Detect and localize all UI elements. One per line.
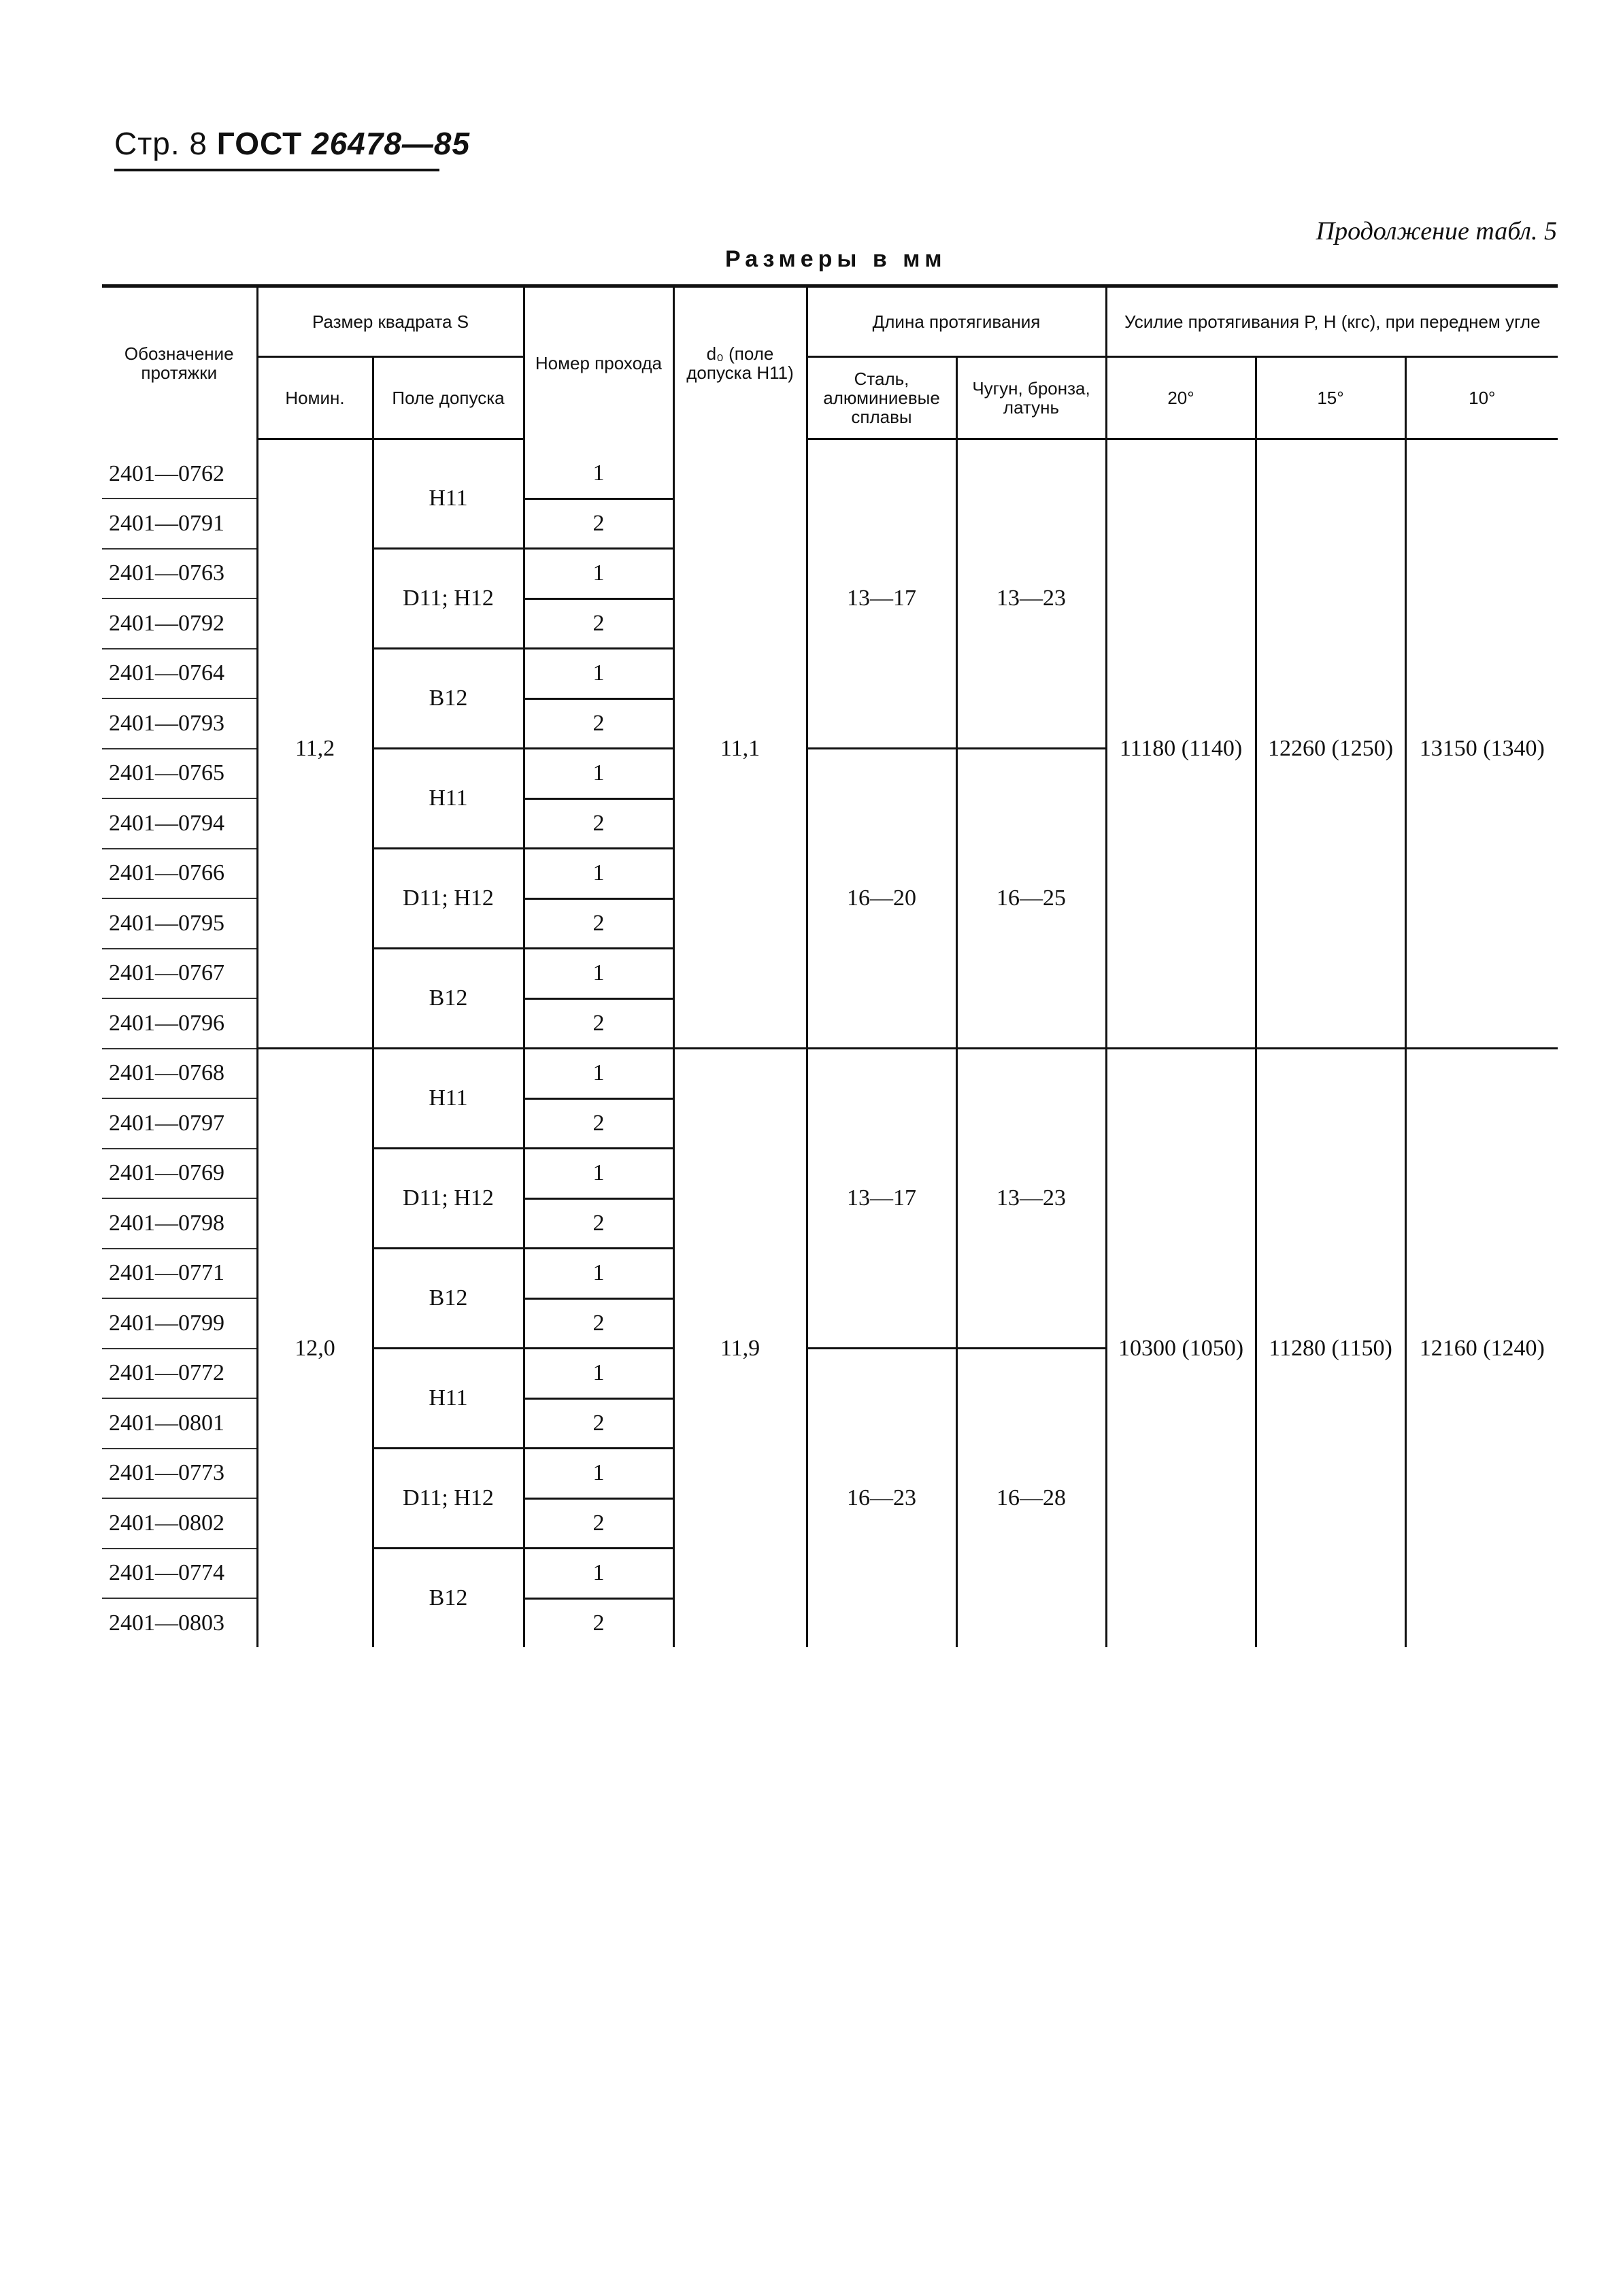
broach-code: 2401—0764: [102, 649, 257, 699]
header-d0: d₀ (поле допуска H11): [673, 286, 807, 439]
header-broach-length: Длина протягивания: [807, 286, 1106, 357]
pass-number: 1: [524, 1449, 673, 1499]
d0-value: 11,9: [673, 1049, 807, 1648]
broach-code: 2401—0773: [102, 1449, 257, 1499]
header-angle-10: 10°: [1405, 357, 1558, 439]
pass-number: 2: [524, 499, 673, 549]
broach-code: 2401—0762: [102, 450, 257, 499]
broach-code: 2401—0774: [102, 1549, 257, 1599]
force-15: 11280 (1150): [1256, 1049, 1405, 1648]
pass-number: 1: [524, 1349, 673, 1399]
broach-code: 2401—0792: [102, 598, 257, 649]
pass-number: 1: [524, 1549, 673, 1599]
broach-code: 2401—0802: [102, 1498, 257, 1549]
pass-number: 2: [524, 1498, 673, 1549]
pass-number: 2: [524, 998, 673, 1049]
broach-code: 2401—0771: [102, 1249, 257, 1299]
length-steel: 13—17: [807, 1049, 956, 1349]
tolerance-field: H11: [373, 1049, 524, 1149]
tolerance-field: H11: [373, 749, 524, 849]
header-steel: Сталь, алюминиевые сплавы: [807, 357, 956, 439]
units-caption: Размеры в мм: [725, 246, 947, 272]
force-20: 10300 (1050): [1106, 1049, 1256, 1648]
tolerance-field: D11; H12: [373, 1149, 524, 1249]
page-label: Стр. 8: [114, 126, 208, 161]
header-pass-number: Номер прохода: [524, 286, 673, 439]
broach-code: 2401—0768: [102, 1049, 257, 1099]
broach-code: 2401—0791: [102, 499, 257, 549]
broach-code: 2401—0767: [102, 949, 257, 999]
header-nominal: Номин.: [257, 357, 373, 439]
tolerance-field: B12: [373, 1249, 524, 1349]
header-angle-15: 15°: [1256, 357, 1405, 439]
pass-number: 2: [524, 1398, 673, 1449]
tolerance-field: H11: [373, 450, 524, 549]
force-15: 12260 (1250): [1256, 450, 1405, 1049]
header-tolerance: Поле допуска: [373, 357, 524, 439]
pass-number: 1: [524, 450, 673, 499]
length-steel: 13—17: [807, 450, 956, 749]
tolerance-field: B12: [373, 949, 524, 1049]
d0-value: 11,1: [673, 450, 807, 1049]
standard-label: ГОСТ: [216, 126, 303, 161]
header-rule: [114, 169, 439, 171]
pass-number: 1: [524, 749, 673, 799]
pass-number: 1: [524, 649, 673, 699]
pass-number: 1: [524, 1249, 673, 1299]
header-angle-20: 20°: [1106, 357, 1256, 439]
broach-code: 2401—0801: [102, 1398, 257, 1449]
pass-number: 2: [524, 1098, 673, 1149]
broach-code: 2401—0793: [102, 698, 257, 749]
length-iron: 13—23: [956, 1049, 1106, 1349]
pass-number: 1: [524, 549, 673, 599]
header-designation: Обозначение протяжки: [102, 286, 257, 439]
tolerance-field: B12: [373, 649, 524, 749]
broach-code: 2401—0765: [102, 749, 257, 799]
broach-code: 2401—0799: [102, 1298, 257, 1349]
force-10: 13150 (1340): [1405, 450, 1558, 1049]
broach-code: 2401—0797: [102, 1098, 257, 1149]
tolerance-field: H11: [373, 1349, 524, 1449]
tolerance-field: D11; H12: [373, 849, 524, 949]
tolerance-field: D11; H12: [373, 1449, 524, 1549]
broach-code: 2401—0769: [102, 1149, 257, 1199]
tolerance-field: D11; H12: [373, 549, 524, 649]
header-force: Усилие протягивания P, Н (кгс), при переднем угле: [1106, 286, 1558, 357]
pass-number: 2: [524, 1198, 673, 1249]
pass-number: 2: [524, 698, 673, 749]
length-iron: 13—23: [956, 450, 1106, 749]
pass-number: 1: [524, 849, 673, 899]
table-continuation-note: Продолжение табл. 5: [1316, 217, 1557, 246]
length-iron: 16—28: [956, 1349, 1106, 1648]
page-header: [114, 125, 470, 162]
pass-number: 1: [524, 949, 673, 999]
broach-code: 2401—0772: [102, 1349, 257, 1399]
broach-code: 2401—0796: [102, 998, 257, 1049]
header-square-size: Размер квадрата S: [257, 286, 524, 357]
broach-code: 2401—0766: [102, 849, 257, 899]
broach-code: 2401—0763: [102, 549, 257, 599]
force-20: 11180 (1140): [1106, 450, 1256, 1049]
pass-number: 2: [524, 598, 673, 649]
pass-number: 2: [524, 898, 673, 949]
broach-code: 2401—0795: [102, 898, 257, 949]
pass-number: 2: [524, 1298, 673, 1349]
header-iron: Чугун, бронза, латунь: [956, 357, 1106, 439]
broach-code: 2401—0794: [102, 798, 257, 849]
length-steel: 16—20: [807, 749, 956, 1049]
broach-parameters-table: [102, 284, 1558, 1647]
pass-number: 2: [524, 1598, 673, 1647]
pass-number: 1: [524, 1149, 673, 1199]
length-steel: 16—23: [807, 1349, 956, 1648]
nominal-size: 11,2: [257, 450, 373, 1049]
force-10: 12160 (1240): [1405, 1049, 1558, 1648]
nominal-size: 12,0: [257, 1049, 373, 1648]
pass-number: 1: [524, 1049, 673, 1099]
tolerance-field: B12: [373, 1549, 524, 1648]
broach-code: 2401—0798: [102, 1198, 257, 1249]
broach-code: 2401—0803: [109, 1610, 224, 1636]
standard-number: 26478—85: [312, 126, 471, 161]
pass-number: 2: [524, 798, 673, 849]
length-iron: 16—25: [956, 749, 1106, 1049]
